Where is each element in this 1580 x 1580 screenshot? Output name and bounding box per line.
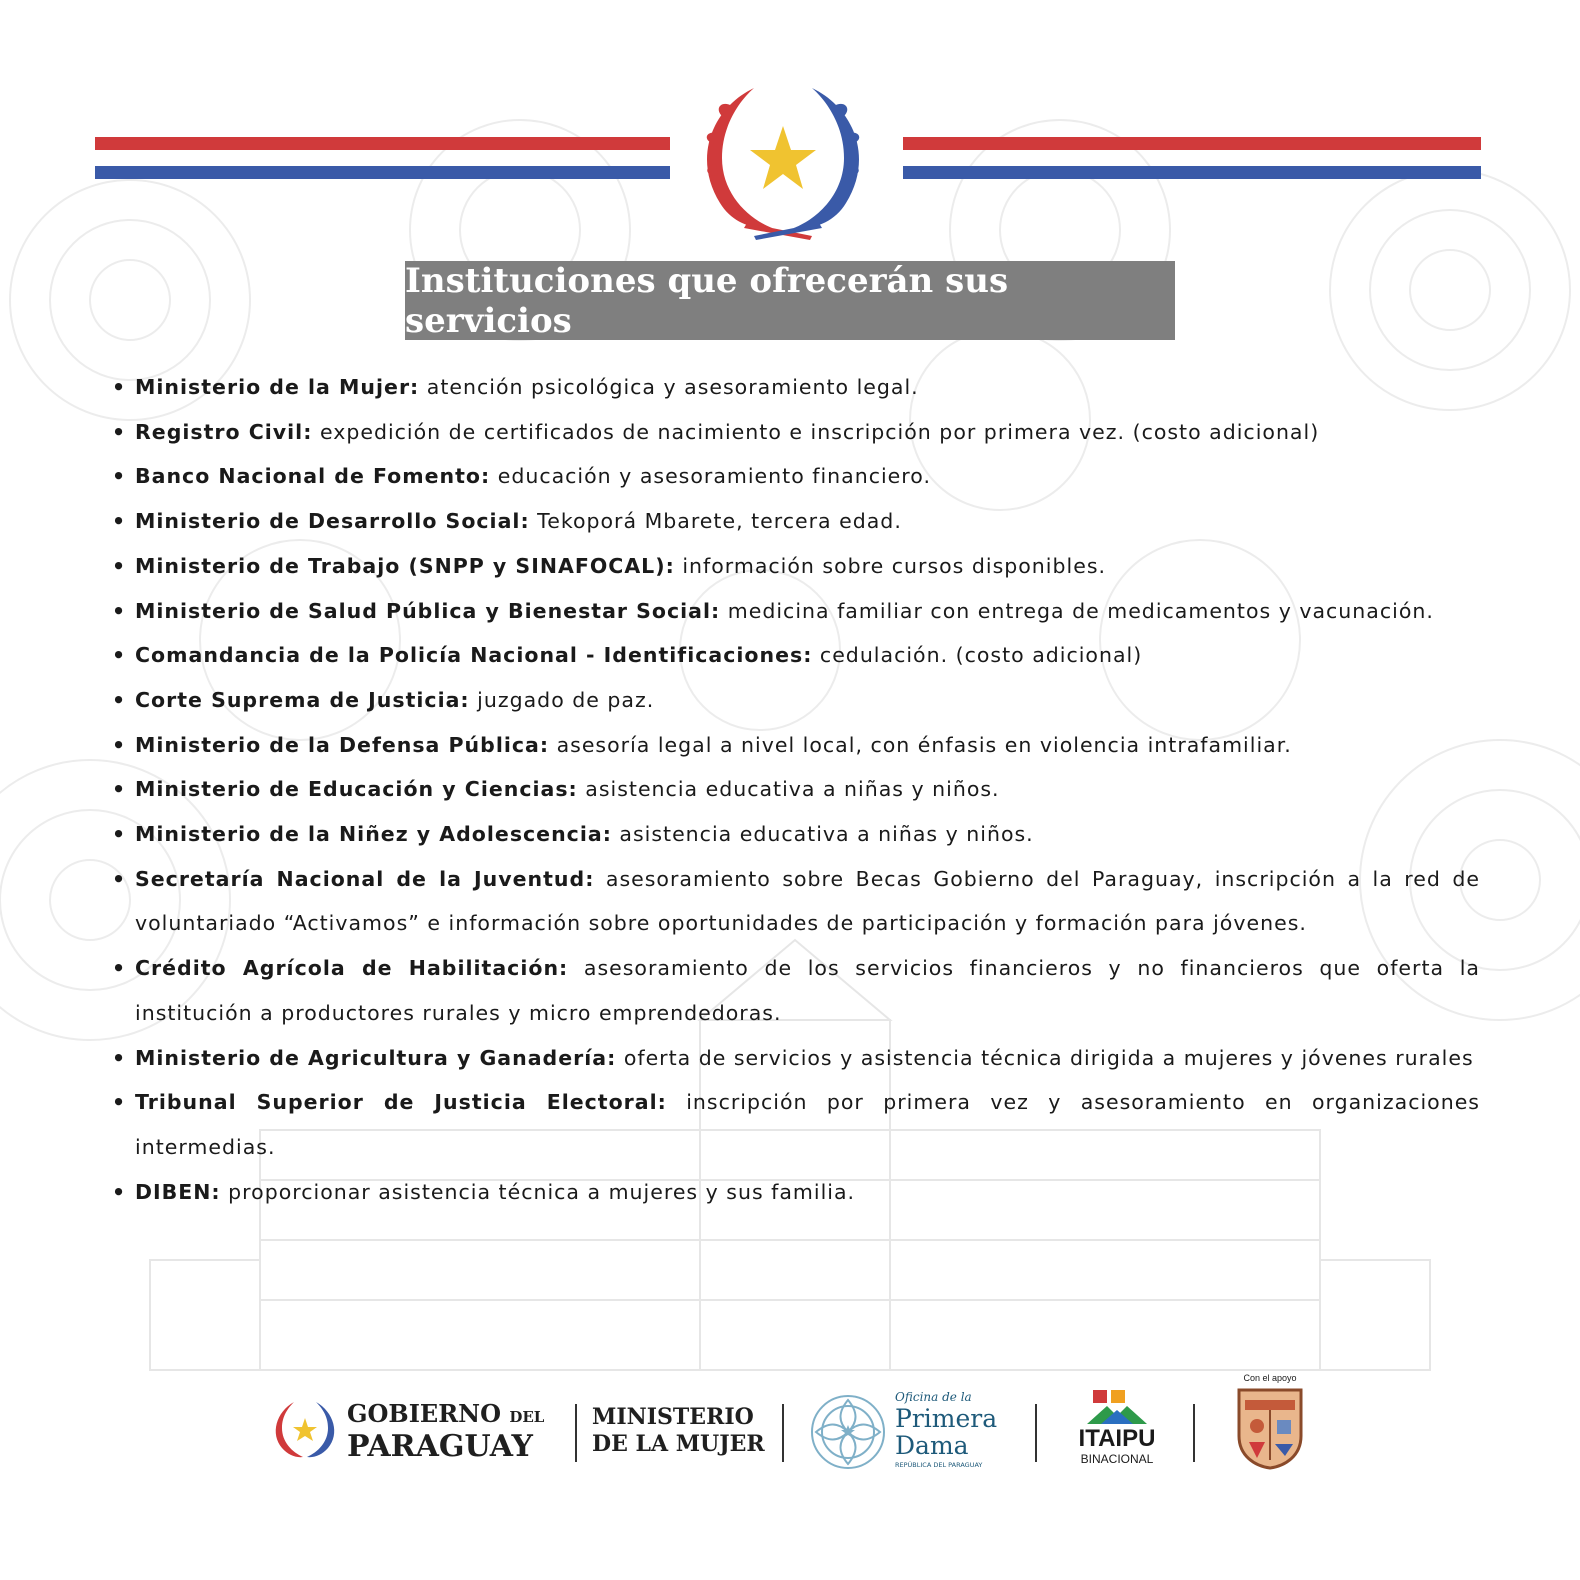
institution-name: Secretaría Nacional de la Juventud: (135, 866, 595, 891)
flag-stripe-red-right (903, 137, 1481, 150)
page-title (405, 261, 1175, 340)
oficina-sub: REPÚBLICA DEL PARAGUAY (895, 1461, 983, 1469)
gobierno-logo-text (347, 1400, 562, 1463)
institution-name: Ministerio de Agricultura y Ganadería: (135, 1045, 617, 1070)
flag-stripe-blue-left (95, 166, 670, 179)
institution-name: Crédito Agrícola de Habilitación: (135, 956, 569, 981)
oficina-small: Oficina de la (895, 1390, 972, 1404)
service-description: educación y asesoramiento financiero. (490, 464, 931, 489)
service-description: cedulación. (costo adicional) (812, 643, 1143, 668)
list-item (112, 1036, 1480, 1081)
gobierno-del: DEL (509, 1408, 545, 1426)
service-description: asesoría legal a nivel local, con énfasis en violencia intrafamiliar. (549, 732, 1292, 757)
list-item (112, 633, 1480, 678)
service-description: atención psicológica y asesoramiento legal. (419, 375, 919, 399)
list-item (112, 678, 1480, 723)
ministerio-line1: MINISTERIO (592, 1404, 754, 1430)
divider (575, 1404, 577, 1462)
list-item (112, 589, 1480, 634)
institution-name: Comandancia de la Policía Nacional - Identificaciones: (135, 643, 813, 668)
gobierno-line1: GOBIERNO (347, 1399, 501, 1428)
institution-name: Tribunal Superior de Justicia Electoral: (135, 1090, 667, 1115)
list-item (112, 454, 1480, 499)
institution-name: Registro Civil: (135, 419, 313, 444)
list-item (112, 723, 1480, 768)
institution-name: Ministerio de la Defensa Pública: (135, 732, 550, 757)
service-description: Tekoporá Mbarete, tercera edad. (529, 509, 902, 534)
list-item (112, 946, 1480, 1035)
institution-name: Ministerio de Educación y Ciencias: (135, 777, 578, 802)
service-description: asistencia educativa a niñas y niños. (577, 777, 1000, 802)
list-item (112, 812, 1480, 857)
primera-dama-logo-text (895, 1390, 1020, 1471)
institution-name: Ministerio de la Niñez y Adolescencia: (135, 822, 612, 847)
star-icon (750, 126, 816, 189)
institution-name: Corte Suprema de Justicia: (135, 687, 470, 712)
paraguay-seal-icon (692, 78, 874, 242)
institution-name: Ministerio de la Mujer: (135, 375, 420, 399)
page-title-text: Instituciones que ofrecerán sus servicios (405, 260, 1009, 341)
service-description: proporcionar asistencia técnica a mujeres y sus familia. (220, 1179, 856, 1204)
institution-name: Ministerio de Desarrollo Social: (135, 509, 530, 534)
itaipu-logo-icon (1087, 1390, 1147, 1426)
itaipu-logo-text (1060, 1426, 1174, 1466)
flag-stripe-blue-right (903, 166, 1481, 179)
service-description: asesoramiento sobre Becas Gobierno del Paraguay, inscripción a la red de voluntariado “Activamos” e información sobre oportunidades de participación y formación para jóvenes. (135, 866, 1480, 936)
list-item (112, 857, 1480, 946)
ministerio-mujer-logo-text (592, 1404, 772, 1458)
divider (1035, 1404, 1037, 1462)
institution-name: Ministerio de Trabajo (SNPP y SINAFOCAL): (135, 553, 675, 578)
services-list (112, 365, 1480, 1214)
list-item (112, 365, 1480, 410)
oficina-big1: Primera (895, 1404, 998, 1433)
list-item (112, 767, 1480, 812)
itaipu-name: ITAIPU (1078, 1425, 1156, 1452)
list-item (112, 410, 1480, 455)
footer-logos (0, 1370, 1580, 1500)
municipal-shield-icon (1235, 1386, 1305, 1470)
service-description: oferta de servicios y asistencia técnica dirigida a mujeres y jóvenes rurales (616, 1045, 1474, 1070)
apoyo-label: Con el apoyo (1243, 1373, 1297, 1383)
itaipu-binacional: BINACIONAL (1080, 1452, 1154, 1466)
institution-name: DIBEN: (135, 1179, 221, 1204)
oficina-big2: Dama (895, 1431, 969, 1460)
service-description: información sobre cursos disponibles. (674, 553, 1107, 578)
service-description: asesoramiento de los servicios financieros y no financieros que oferta la institución a productores rurales y micro emprendedoras. (135, 956, 1480, 1025)
institution-name: Banco Nacional de Fomento: (135, 464, 491, 489)
service-description: asistencia educativa a niñas y niños. (611, 822, 1034, 847)
list-item (112, 1080, 1480, 1169)
flag-stripe-red-left (95, 137, 670, 150)
list-item (112, 1170, 1480, 1215)
gobierno-seal-icon (270, 1398, 340, 1462)
primera-dama-emblem-icon (808, 1392, 888, 1472)
service-description: expedición de certificados de nacimiento e inscripción por primera vez. (costo adicional) (312, 419, 1320, 444)
divider (782, 1404, 784, 1462)
service-description: inscripción por primera vez y asesoramiento en organizaciones intermedias. (135, 1090, 1480, 1159)
institution-name: Ministerio de Salud Pública y Bienestar Social: (135, 598, 721, 623)
list-item (112, 499, 1480, 544)
divider (1193, 1404, 1195, 1462)
service-description: medicina familiar con entrega de medicamentos y vacunación. (720, 598, 1434, 623)
list-item (112, 544, 1480, 589)
ministerio-line2: DE LA MUJER (592, 1431, 765, 1457)
gobierno-line2: PARAGUAY (347, 1429, 533, 1464)
service-description: juzgado de paz. (469, 687, 655, 712)
